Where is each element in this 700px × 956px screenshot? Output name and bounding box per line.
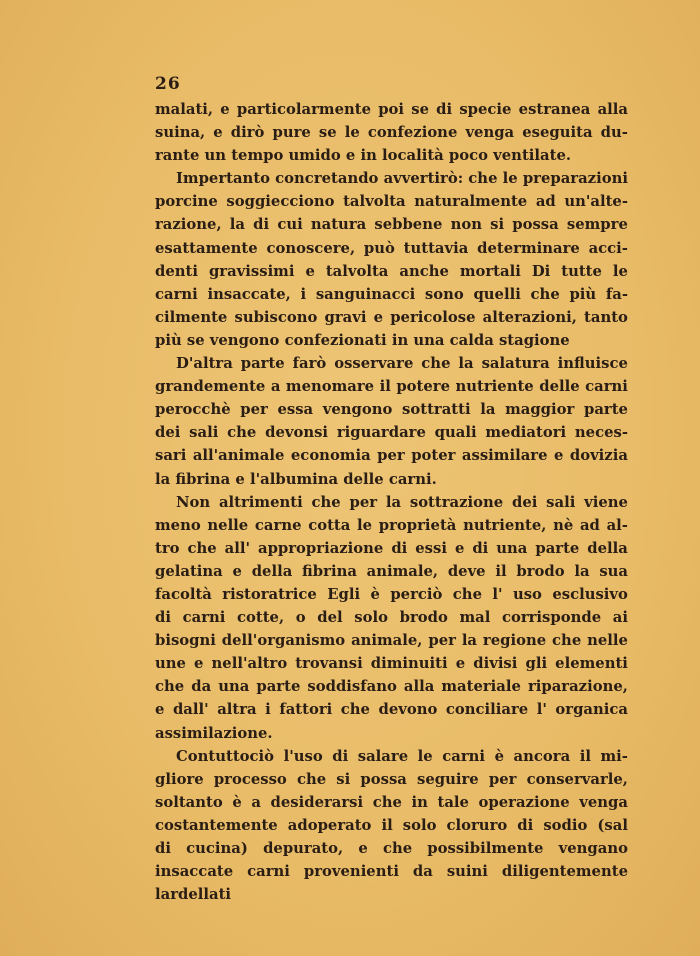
text-line: di carni cotte, o del solo brodo mal corrisponde ai: [155, 609, 628, 627]
text-line: D'altra parte farò osservare che la salatura influisce: [176, 355, 628, 373]
text-line: tro che all' appropriazione di essi e di una parte della: [155, 539, 628, 557]
text-line: une e nell'altro trovansi diminuiti e divisi gli elementi: [155, 655, 628, 673]
text-line: meno nelle carne cotta le proprietà nutriente, nè ad al-: [155, 516, 628, 534]
text-line: suina, e dirò pure se le confezione venga eseguita du-: [155, 124, 628, 142]
page-number: 26: [155, 74, 181, 94]
text-line: più se vengono confezionati in una calda stagione: [155, 331, 570, 349]
text-line: gelatina e della fibrina animale, deve il brodo la sua: [155, 562, 628, 580]
text-line: assimilazione.: [155, 724, 273, 742]
text-line: di cucina) depurato, e che possibilmente vengano: [155, 840, 628, 857]
text-line: costantemente adoperato il solo cloruro di sodio (sal: [155, 816, 628, 834]
text-line: facoltà ristoratrice Egli è perciò che l' uso esclusivo: [155, 585, 628, 603]
text-line: la fibrina e l'albumina delle carni.: [155, 470, 437, 488]
text-line: porcine soggiecciono talvolta naturalmente ad un'alte-: [155, 193, 628, 211]
text-line: Non altrimenti che per la sottrazione dei sali viene: [176, 493, 628, 511]
text-line: razione, la di cui natura sebbene non si possa sempre: [155, 216, 628, 234]
text-line: gliore processo che si possa seguire per conservarle,: [155, 770, 628, 788]
body-text: [155, 98, 628, 906]
text-line: denti gravissimi e talvolta anche mortali Di tutte le: [155, 262, 628, 280]
text-line: grandemente a menomare il potere nutriente delle carni: [155, 378, 628, 396]
text-line: perocchè per essa vengono sottratti la maggior parte: [155, 401, 628, 419]
text-line: bisogni dell'organismo animale, per la regione che nelle: [155, 632, 628, 650]
text-line: Contuttociò l'uso di salare le carni è ancora il mi-: [176, 747, 628, 765]
text-line: malati, e particolarmente poi se di specie estranea alla: [155, 101, 628, 118]
text-line: sari all'animale economia per poter assimilare e dovizia: [155, 447, 628, 465]
text-line: e dall' altra i fattori che devono conciliare l' organica: [155, 701, 628, 719]
text-line: lardellati: [155, 886, 232, 904]
text-line: esattamente conoscere, può tuttavia determinare acci-: [155, 239, 628, 257]
text-line: insaccate carni provenienti da suini diligentemente: [155, 863, 628, 881]
text-line: carni insaccate, i sanguinacci sono quelli che più fa-: [155, 285, 628, 303]
text-line: dei sali che devonsi riguardare quali mediatori neces-: [155, 424, 628, 442]
text-line: Impertanto concretando avvertirò: che le preparazioni: [176, 170, 628, 188]
text-line: rante un tempo umido e in località poco ventilate.: [155, 147, 572, 165]
text-line: soltanto è a desiderarsi che in tale operazione venga: [155, 793, 628, 811]
text-line: che da una parte soddisfano alla materiale riparazione,: [155, 678, 628, 696]
text-line: cilmente subiscono gravi e pericolose alterazioni, tanto: [155, 308, 628, 326]
